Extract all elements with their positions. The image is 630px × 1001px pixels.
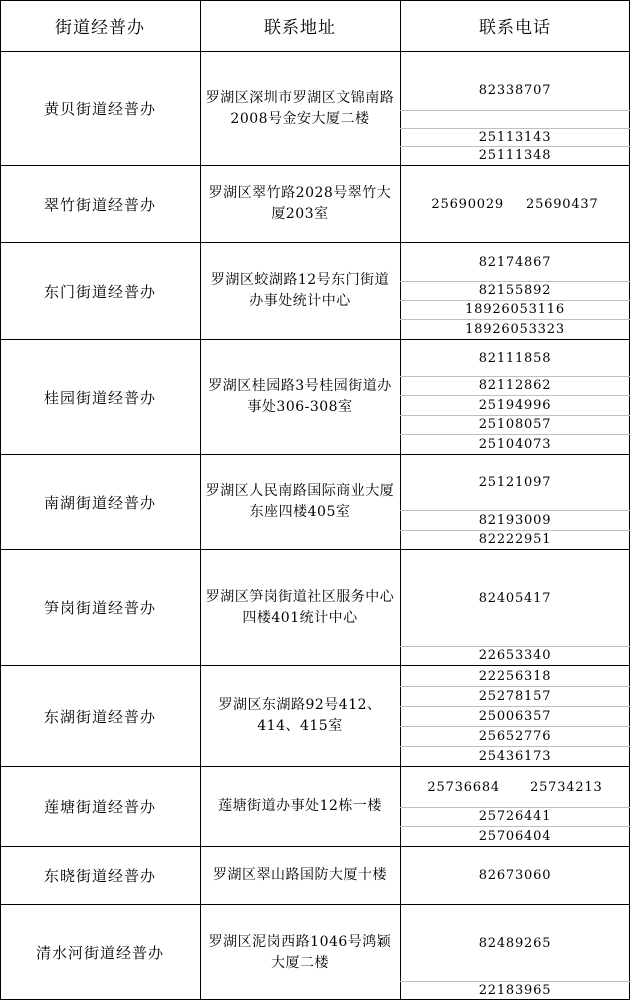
phone-number: 25121097 (478, 475, 552, 490)
phone-number: 82155892 (478, 283, 552, 298)
office-address: 罗湖区笋岗街道社区服务中心四楼401统计中心 (205, 588, 395, 626)
phone-number: 22653340 (478, 648, 552, 663)
header-phone: 联系电话 (479, 18, 551, 38)
header-office: 街道经普办 (55, 18, 145, 38)
office-name: 翠竹街道经普办 (43, 195, 156, 214)
phone-pair (400, 166, 630, 242)
phone-number: 25194996 (478, 397, 552, 413)
phone-number: 82222951 (478, 532, 552, 547)
phone-number: 25278157 (478, 688, 552, 704)
phone-pair (400, 767, 630, 807)
office-name: 桂园街道经普办 (43, 388, 156, 407)
phone-divider (400, 110, 630, 111)
office-address: 罗湖区蛟湖路12号东门街道办事处统计中心 (210, 272, 390, 309)
phone-number: 25113143 (478, 129, 552, 145)
office-name: 清水河街道经普办 (35, 944, 164, 962)
office-name: 黄贝街道经普办 (43, 100, 156, 118)
phone-number: 25726441 (478, 809, 552, 824)
phone-number: 25436173 (478, 748, 552, 764)
phone-number: 82193009 (478, 512, 552, 528)
phone-number: 25006357 (478, 708, 552, 724)
phone-number: 25652776 (478, 728, 552, 744)
phone-number: 82174867 (478, 254, 552, 270)
office-name: 东门街道经普办 (43, 282, 156, 301)
phone-number: 82489265 (478, 935, 552, 951)
phone-number: 25108057 (478, 417, 552, 432)
phone-number: 25706404 (478, 828, 552, 844)
phone-number: 82112862 (478, 378, 552, 393)
phone-number: 22183965 (478, 983, 552, 998)
phone-number: 25690437 (526, 196, 599, 212)
phone-number: 82338707 (478, 82, 552, 98)
phone-number: 25736684 (427, 779, 500, 795)
office-name: 莲塘街道经普办 (43, 798, 156, 816)
office-address: 莲塘街道办事处12栋一楼 (218, 798, 382, 814)
office-address: 罗湖区人民南路国际商业大厦东座四楼405室 (205, 483, 395, 520)
phone-number: 82405417 (478, 590, 552, 606)
table-border-bottom (0, 999, 630, 1000)
office-address: 罗湖区深圳市罗湖区文锦南路2008号金安大厦二楼 (205, 89, 395, 127)
table-border-top (0, 0, 630, 1)
phone-number: 18926053323 (465, 321, 565, 337)
phone-number: 22256318 (478, 668, 552, 684)
phone-number: 25104073 (478, 436, 552, 452)
phone-number: 25111348 (478, 148, 552, 163)
office-address: 罗湖区翠山路国防大厦十楼 (213, 867, 387, 883)
phone-number: 25690029 (431, 196, 504, 212)
office-address: 罗湖区桂园路3号桂园街道办事处306-308室 (208, 378, 392, 415)
office-name: 东湖街道经普办 (43, 707, 156, 726)
office-name: 南湖街道经普办 (43, 493, 156, 512)
phone-number: 25734213 (530, 779, 603, 795)
phone-number: 18926053116 (465, 302, 565, 317)
phone-number: 82111858 (478, 350, 552, 366)
office-address: 罗湖区翠竹路2028号翠竹大厦203室 (208, 185, 392, 222)
office-name: 东晓街道经普办 (43, 867, 156, 885)
office-name: 笋岗街道经普办 (43, 599, 156, 617)
office-address: 罗湖区东湖路92号412、414、415室 (218, 697, 382, 734)
phone-number: 82673060 (478, 868, 552, 883)
office-address: 罗湖区泥岗西路1046号鸿颖大厦二楼 (208, 933, 392, 971)
header-address: 联系地址 (264, 18, 336, 38)
